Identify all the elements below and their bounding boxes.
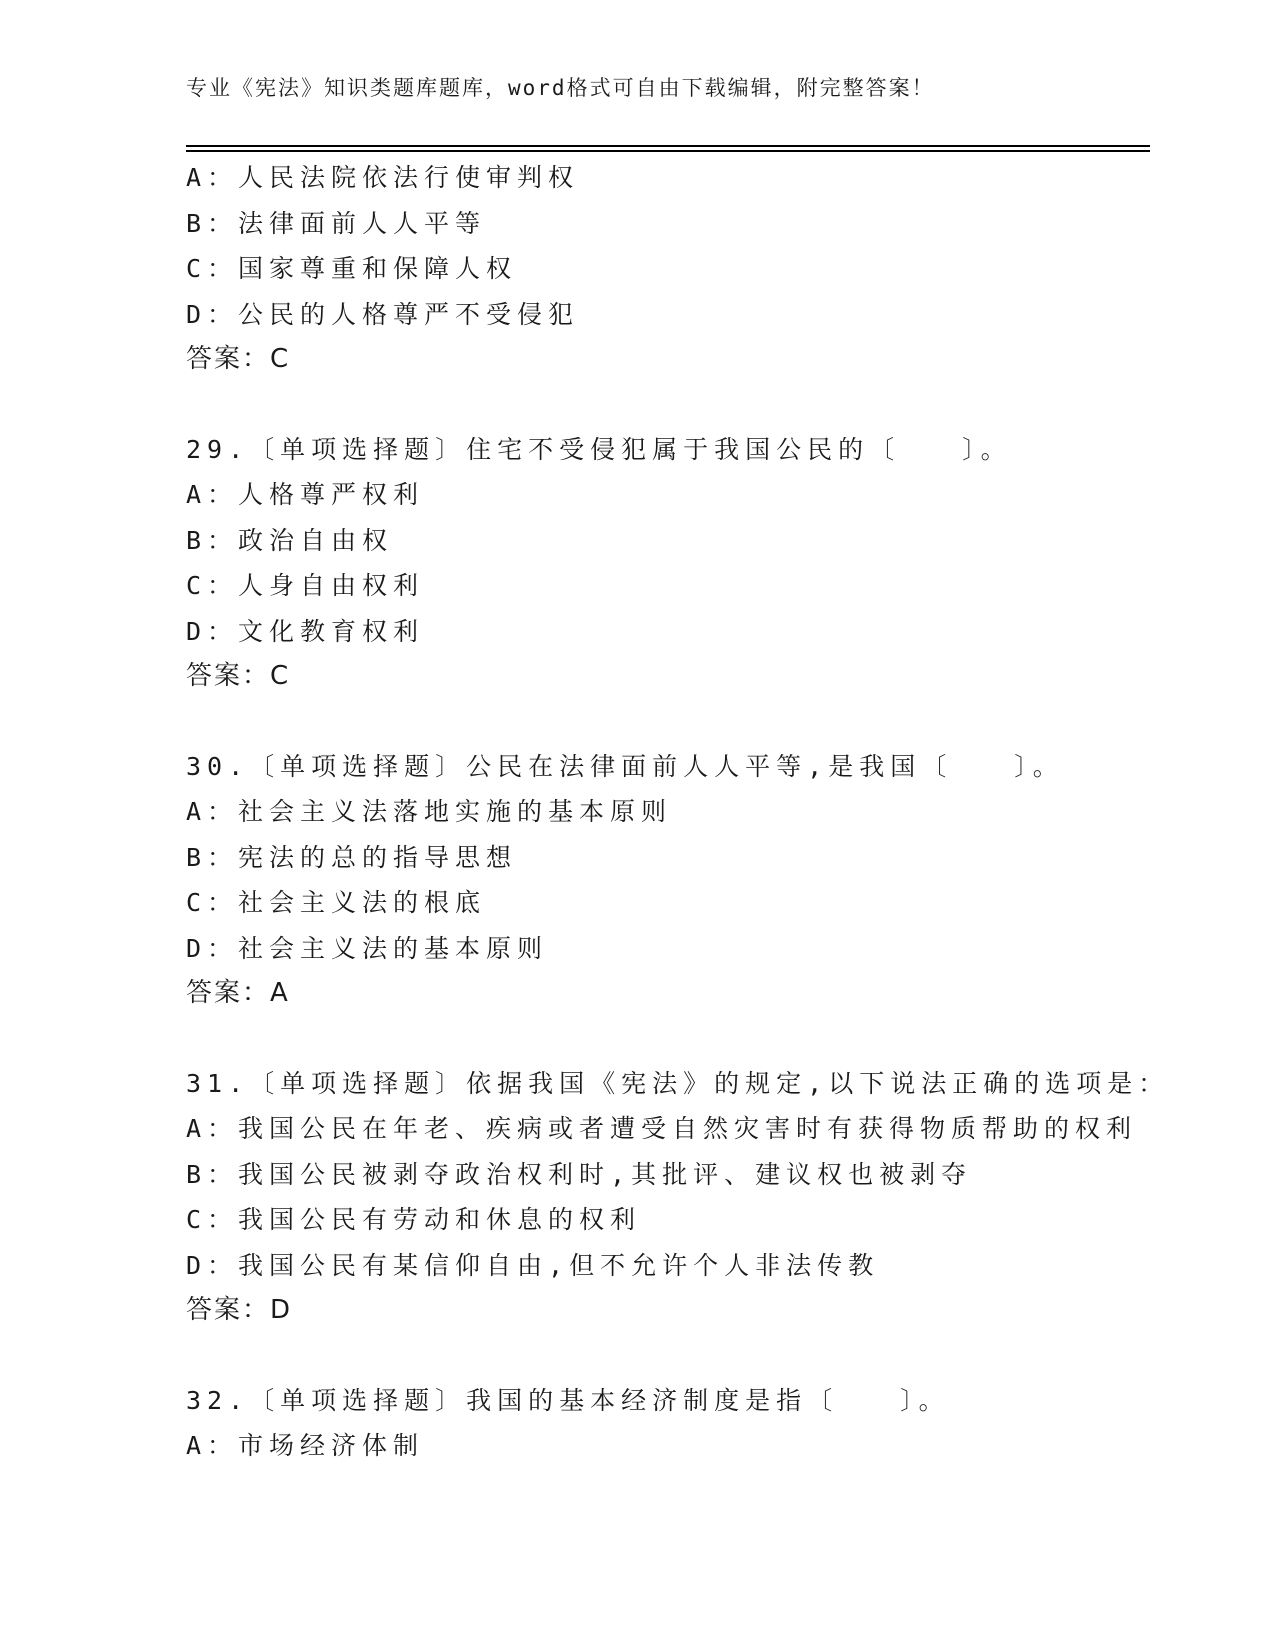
option-c: C：我国公民有劳动和休息的权利 bbox=[186, 1205, 642, 1234]
option-c: C：人身自由权利 bbox=[186, 571, 425, 600]
question-30 bbox=[186, 744, 1150, 1017]
option-a: A：人民法院依法行使审判权 bbox=[186, 163, 580, 192]
page-header: 专业《宪法》知识类题库题库，word格式可自由下载编辑，附完整答案！ bbox=[186, 76, 935, 100]
option-d: D：文化教育权利 bbox=[186, 616, 425, 646]
question-list bbox=[186, 155, 1170, 1469]
answer: 答案：A bbox=[186, 978, 290, 1008]
question-text: 32.〔单项选择题〕我国的基本经济制度是指〔 〕。 bbox=[186, 1385, 950, 1415]
option-d: D：社会主义法的基本原则 bbox=[186, 933, 549, 963]
option-b: B：宪法的总的指导思想 bbox=[186, 842, 518, 872]
question-32 bbox=[186, 1378, 1150, 1469]
answer: 答案：C bbox=[186, 661, 291, 691]
option-a: A：人格尊严权利 bbox=[186, 480, 425, 509]
question-29 bbox=[186, 427, 1150, 700]
question-text: 29.〔单项选择题〕住宅不受侵犯属于我国公民的〔 〕。 bbox=[186, 434, 1012, 464]
answer: 答案：D bbox=[186, 1295, 293, 1325]
option-a: A：社会主义法落地实施的基本原则 bbox=[186, 797, 673, 826]
option-d: D：我国公民有某信仰自由,但不允许个人非法传教 bbox=[186, 1250, 880, 1280]
option-a: A：我国公民在年老、疾病或者遭受自然灾害时有获得物质帮助的权利 bbox=[186, 1114, 1138, 1143]
option-b: B：政治自由权 bbox=[186, 525, 394, 555]
option-c: C：社会主义法的根底 bbox=[186, 888, 487, 917]
option-d: D：公民的人格尊严不受侵犯 bbox=[186, 299, 580, 329]
header-rule-top bbox=[186, 145, 1150, 147]
option-b: B：我国公民被剥夺政治权利时,其批评、建议权也被剥夺 bbox=[186, 1159, 973, 1189]
question-31 bbox=[186, 1061, 1170, 1334]
option-b: B：法律面前人人平等 bbox=[186, 208, 487, 238]
question-text: 30.〔单项选择题〕公民在法律面前人人平等,是我国〔 〕。 bbox=[186, 751, 1064, 781]
question-28 bbox=[186, 155, 1150, 383]
header-rule-bottom bbox=[186, 150, 1150, 152]
answer: 答案：C bbox=[186, 344, 291, 374]
option-a: A：市场经济体制 bbox=[186, 1431, 425, 1460]
question-text: 31.〔单项选择题〕依据我国《宪法》的规定,以下说法正确的选项是： bbox=[186, 1068, 1170, 1098]
option-c: C：国家尊重和保障人权 bbox=[186, 254, 518, 283]
